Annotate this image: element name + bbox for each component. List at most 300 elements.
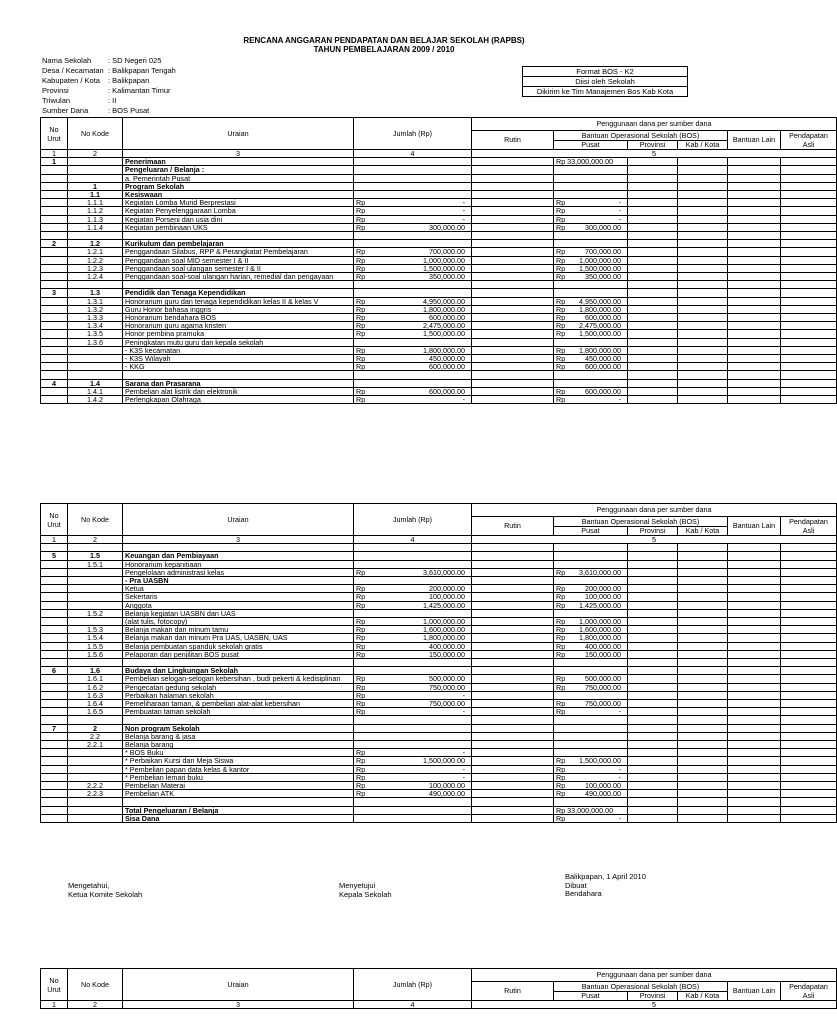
col-rutin: Rutin [472, 982, 554, 1001]
rutin-cell [472, 577, 554, 585]
currency-label: Rp [356, 313, 366, 323]
row-kode: 1.2.3 [68, 264, 123, 272]
amount-value: 500,000.00 [429, 674, 465, 684]
table-row [41, 798, 837, 806]
kab-kota-cell [678, 363, 728, 371]
amount-value: 750,000.00 [429, 699, 465, 709]
amount-cell [354, 568, 472, 576]
row-uraian: Penggandaan soal-soal ulangan harian, remedial dan pengayaan [123, 273, 354, 281]
col-no-kode: No Kode [68, 118, 123, 150]
pad-cell [781, 215, 837, 223]
row-kode: 1.5 [68, 552, 123, 560]
row-kode: 1.4.1 [68, 387, 123, 395]
rutin-cell [472, 223, 554, 231]
table-row [41, 396, 837, 404]
amount-cell [354, 634, 472, 642]
amount-value: 1,800,000.00 [579, 304, 621, 314]
currency-label: Rp [556, 567, 566, 577]
pad-cell [781, 174, 837, 182]
col-num: 3 [123, 536, 354, 544]
amount-cell [554, 650, 628, 658]
format-line: Dikirim ke Tim Manajemen Bos Kab Kota [523, 86, 687, 96]
row-uraian: Pemeliharaan taman, & pembelian alat-alat kebersihan [123, 700, 354, 708]
amount-cell [354, 700, 472, 708]
row-no-urut [41, 765, 68, 773]
rutin-cell [472, 667, 554, 675]
kab-kota-cell [678, 379, 728, 387]
rutin-cell [472, 691, 554, 699]
row-no-urut [41, 814, 68, 822]
row-uraian: Pengelolaan administrasi kelas [123, 568, 354, 576]
bantuan-lain-cell [728, 683, 781, 691]
amount-value: - [618, 772, 621, 782]
row-no-urut [41, 273, 68, 281]
amount-cell [354, 724, 472, 732]
row-no-urut [41, 191, 68, 199]
amount-value: 600,000.00 [429, 362, 465, 372]
currency-label: Rp [356, 682, 366, 692]
row-kode [68, 346, 123, 354]
kab-kota-cell [678, 346, 728, 354]
currency-label: Rp [356, 772, 366, 782]
provinsi-cell [628, 166, 678, 174]
row-uraian [123, 371, 354, 379]
currency-label: Rp [556, 649, 566, 659]
amount-value: 1,000,000.00 [579, 255, 621, 265]
currency-label: Rp [556, 354, 566, 364]
bantuan-lain-cell [728, 659, 781, 667]
provinsi-cell [628, 355, 678, 363]
bantuan-lain-cell [728, 322, 781, 330]
pad-cell [781, 281, 837, 289]
col-num: 4 [354, 536, 472, 544]
table-row [41, 371, 837, 379]
col-rutin: Rutin [472, 131, 554, 150]
kab-kota-cell [678, 716, 728, 724]
currency-label: Rp [356, 649, 366, 659]
pad-cell [781, 814, 837, 822]
bantuan-lain-cell [728, 741, 781, 749]
amount-cell [354, 601, 472, 609]
amount-value: - [618, 214, 621, 224]
bantuan-lain-cell [728, 191, 781, 199]
provinsi-cell [628, 773, 678, 781]
provinsi-cell [628, 732, 678, 740]
provinsi-cell [628, 544, 678, 552]
pad-cell [781, 790, 837, 798]
info-value: : Kalimantan Timur [108, 85, 171, 95]
info-value: : II [108, 95, 117, 105]
col-uraian: Uraian [123, 118, 354, 150]
amount-cell [354, 371, 472, 379]
header-row [41, 504, 837, 517]
amount-cell [354, 790, 472, 798]
kab-kota-cell [678, 618, 728, 626]
amount-cell [554, 798, 628, 806]
table-row [41, 675, 837, 683]
amount-value: 600,000.00 [429, 386, 465, 396]
kab-kota-cell [678, 544, 728, 552]
row-uraian: Sekertaris [123, 593, 354, 601]
amount-cell [554, 232, 628, 240]
sig-line: Dibuat [565, 880, 587, 890]
rutin-cell [472, 232, 554, 240]
rutin-cell [472, 207, 554, 215]
kab-kota-cell [678, 691, 728, 699]
row-uraian: Belanja barang [123, 741, 354, 749]
bantuan-lain-cell [728, 248, 781, 256]
row-kode: 1.2.4 [68, 273, 123, 281]
col-bos: Bantuan Operasional Sekolah (BOS) [554, 131, 728, 141]
pad-cell [781, 700, 837, 708]
row-no-urut [41, 256, 68, 264]
pad-cell [781, 782, 837, 790]
amount-cell [354, 716, 472, 724]
kab-kota-cell [678, 790, 728, 798]
amount-value: 1,800,000.00 [423, 304, 465, 314]
kab-kota-cell [678, 207, 728, 215]
col-kab-kota: Kab / Kota [678, 526, 728, 536]
table-row [41, 248, 837, 256]
amount-value: 1,600,000.00 [579, 625, 621, 635]
table-row [41, 708, 837, 716]
amount-value: 750,000.00 [585, 699, 621, 709]
row-uraian: Guru Honor bahasa inggris [123, 305, 354, 313]
kab-kota-cell [678, 806, 728, 814]
pad-cell [781, 560, 837, 568]
row-no-urut [41, 363, 68, 371]
currency-label: Rp [356, 214, 366, 224]
bantuan-lain-cell [728, 782, 781, 790]
bantuan-lain-cell [728, 814, 781, 822]
amount-value: - [462, 198, 465, 208]
col-no-kode: No Kode [68, 969, 123, 1001]
info-row [42, 56, 176, 66]
row-uraian: Total Pengeluaran / Belanja [123, 806, 354, 814]
amount-value: 1,000,000.00 [423, 255, 465, 265]
row-uraian: Honorarium kepanitiaan [123, 560, 354, 568]
row-uraian: Ketua [123, 585, 354, 593]
amount-cell [354, 387, 472, 395]
amount-cell [354, 798, 472, 806]
amount-value: 4,950,000.00 [423, 296, 465, 306]
provinsi-cell [628, 609, 678, 617]
kab-kota-cell [678, 577, 728, 585]
amount-value: 1,800,000.00 [423, 345, 465, 355]
provinsi-cell [628, 232, 678, 240]
provinsi-cell [628, 798, 678, 806]
rutin-cell [472, 601, 554, 609]
row-uraian: Belanja barang & jasa [123, 732, 354, 740]
bantuan-lain-cell [728, 297, 781, 305]
pad-cell [781, 191, 837, 199]
currency-label: Rp [356, 222, 366, 232]
bantuan-lain-cell [728, 700, 781, 708]
pad-cell [781, 182, 837, 190]
amount-cell [554, 174, 628, 182]
row-no-urut [41, 207, 68, 215]
currency-label: Rp [556, 592, 566, 602]
col-pusat: Pusat [554, 140, 628, 150]
provinsi-cell [628, 256, 678, 264]
rutin-cell [472, 618, 554, 626]
row-kode: 1.5.5 [68, 642, 123, 650]
row-no-urut [41, 322, 68, 330]
bantuan-lain-cell [728, 223, 781, 231]
col-num: 5 [472, 536, 837, 544]
amount-value: 100,000.00 [585, 781, 621, 791]
bantuan-lain-cell [728, 732, 781, 740]
pad-cell [781, 642, 837, 650]
amount-cell [554, 724, 628, 732]
info-label: Sumber Dana [42, 105, 89, 115]
currency-label: Rp [356, 617, 366, 627]
pad-cell [781, 757, 837, 765]
pad-cell [781, 683, 837, 691]
rutin-cell [472, 741, 554, 749]
currency-label: Rp [556, 198, 566, 208]
currency-label: Rp [356, 789, 366, 799]
currency-label: Rp [556, 584, 566, 594]
provinsi-cell [628, 716, 678, 724]
bantuan-lain-cell [728, 708, 781, 716]
bantuan-lain-cell [728, 749, 781, 757]
row-uraian: Pembelian Materai [123, 782, 354, 790]
row-no-urut [41, 790, 68, 798]
col-jumlah: Jumlah (Rp) [354, 504, 472, 536]
rutin-cell [472, 749, 554, 757]
row-kode: 1.4.2 [68, 396, 123, 404]
col-no-urut: No Urut [41, 504, 68, 536]
provinsi-cell [628, 806, 678, 814]
amount-value: 750,000.00 [585, 682, 621, 692]
amount-value: 700,000.00 [585, 247, 621, 257]
table-row [41, 634, 837, 642]
amount-cell [354, 593, 472, 601]
rutin-cell [472, 182, 554, 190]
bantuan-lain-cell [728, 379, 781, 387]
amount-cell [554, 814, 628, 822]
row-no-urut: 7 [41, 724, 68, 732]
provinsi-cell [628, 691, 678, 699]
bantuan-lain-cell [728, 634, 781, 642]
col-bos: Bantuan Operasional Sekolah (BOS) [554, 517, 728, 527]
provinsi-cell [628, 338, 678, 346]
header-row [41, 118, 837, 131]
row-uraian: Pengeluaran / Belanja : [123, 166, 354, 174]
rutin-cell [472, 724, 554, 732]
row-uraian: Honorarium guru dan tenaga kependidikan kelas II & kelas V [123, 297, 354, 305]
rapbs-table-page3 [40, 968, 837, 1009]
pad-cell [781, 601, 837, 609]
row-no-urut [41, 314, 68, 322]
currency-label: Rp [356, 633, 366, 643]
kab-kota-cell [678, 642, 728, 650]
row-no-urut [41, 199, 68, 207]
amount-value: 1,600,000.00 [423, 625, 465, 635]
format-line: Diisi oleh Sekolah [523, 76, 687, 86]
row-kode: 1.1.2 [68, 207, 123, 215]
amount-value: 500,000.00 [585, 674, 621, 684]
pad-cell [781, 634, 837, 642]
row-no-urut [41, 683, 68, 691]
currency-label: Rp [356, 304, 366, 314]
row-uraian: Pembelian selogan-selogan kebersihan , budi pekerti & kedisiplinan [123, 675, 354, 683]
school-info [42, 56, 176, 115]
bantuan-lain-cell [728, 560, 781, 568]
amount-cell [354, 223, 472, 231]
provinsi-cell [628, 634, 678, 642]
provinsi-cell [628, 281, 678, 289]
row-kode: 1.3.3 [68, 314, 123, 322]
row-no-urut [41, 708, 68, 716]
pad-cell [781, 396, 837, 404]
table-row [41, 207, 837, 215]
row-kode: 1.4 [68, 379, 123, 387]
kab-kota-cell [678, 683, 728, 691]
amount-value: 350,000.00 [429, 272, 465, 282]
row-uraian: Penggandaan soal ulangan semester I & II [123, 264, 354, 272]
row-no-urut [41, 634, 68, 642]
amount-value: 100,000.00 [429, 592, 465, 602]
row-no-urut [41, 568, 68, 576]
currency-label: Rp [356, 764, 366, 774]
kab-kota-cell [678, 182, 728, 190]
provinsi-cell [628, 741, 678, 749]
provinsi-cell [628, 683, 678, 691]
provinsi-cell [628, 724, 678, 732]
currency-label: Rp [556, 272, 566, 282]
pad-cell [781, 297, 837, 305]
pad-cell [781, 691, 837, 699]
rutin-cell [472, 305, 554, 313]
row-no-urut [41, 757, 68, 765]
amount-value: 350,000.00 [585, 272, 621, 282]
row-uraian: Kegiatan Penyelenggaraan Lomba [123, 207, 354, 215]
row-kode [68, 158, 123, 166]
amount-value: 750,000.00 [429, 682, 465, 692]
row-kode: 1.3 [68, 289, 123, 297]
bantuan-lain-cell [728, 593, 781, 601]
kab-kota-cell [678, 741, 728, 749]
bantuan-lain-cell [728, 650, 781, 658]
rutin-cell [472, 273, 554, 281]
bantuan-lain-cell [728, 338, 781, 346]
col-penggunaan: Penggunaan dana per sumber dana [472, 118, 837, 131]
bantuan-lain-cell [728, 667, 781, 675]
rutin-cell [472, 634, 554, 642]
rutin-cell [472, 650, 554, 658]
provinsi-cell [628, 182, 678, 190]
sig-line: Bendahara [565, 889, 602, 898]
row-kode: 1.3.5 [68, 330, 123, 338]
table-row [41, 650, 837, 658]
rutin-cell [472, 798, 554, 806]
currency-label: Rp [356, 707, 366, 717]
row-uraian: Kegiatan Porseni dan usia dini [123, 215, 354, 223]
row-uraian: * Pembelian lemari buku [123, 773, 354, 781]
bantuan-lain-cell [728, 199, 781, 207]
provinsi-cell [628, 650, 678, 658]
amount-value: 1,500,000.00 [423, 329, 465, 339]
row-uraian [123, 716, 354, 724]
kab-kota-cell [678, 215, 728, 223]
row-uraian: Pengecatan gedung sekolah [123, 683, 354, 691]
amount-value: 150,000.00 [429, 649, 465, 659]
pad-cell [781, 355, 837, 363]
col-num: 5 [472, 1001, 837, 1009]
currency-label: Rp [556, 345, 566, 355]
pad-cell [781, 544, 837, 552]
currency-label: Rp [556, 707, 566, 717]
amount-value: 300,000.00 [429, 222, 465, 232]
rutin-cell [472, 264, 554, 272]
table-row [41, 806, 837, 814]
row-uraian: * Perbaikan Kursi dan Meja Siswa [123, 757, 354, 765]
col-kab-kota: Kab / Kota [678, 991, 728, 1001]
row-kode: 1.5.1 [68, 560, 123, 568]
amount-value: 200,000.00 [429, 584, 465, 594]
bantuan-lain-cell [728, 609, 781, 617]
amount-cell [354, 191, 472, 199]
pad-cell [781, 568, 837, 576]
kab-kota-cell [678, 568, 728, 576]
kab-kota-cell [678, 601, 728, 609]
table-row [41, 552, 837, 560]
kab-kota-cell [678, 264, 728, 272]
amount-cell [554, 593, 628, 601]
currency-label: Rp [356, 699, 366, 709]
pad-cell [781, 724, 837, 732]
kab-kota-cell [678, 248, 728, 256]
row-kode: 1.3.6 [68, 338, 123, 346]
bantuan-lain-cell [728, 256, 781, 264]
bantuan-lain-cell [728, 158, 781, 166]
row-uraian: Penggandaan soal MID semester I & II [123, 256, 354, 264]
kab-kota-cell [678, 297, 728, 305]
currency-label: Rp [356, 272, 366, 282]
row-uraian: Penggandaan Silabus, RPP & Perangkatat Pembelajaran [123, 248, 354, 256]
rutin-cell [472, 560, 554, 568]
rutin-cell [472, 371, 554, 379]
table-row [41, 289, 837, 297]
provinsi-cell [628, 585, 678, 593]
currency-label: Rp [356, 584, 366, 594]
pad-cell [781, 585, 837, 593]
row-uraian: Kegiatan pembinaan UKS [123, 223, 354, 231]
col-pad: Pendapatan Asli [781, 517, 837, 536]
kab-kota-cell [678, 322, 728, 330]
kab-kota-cell [678, 396, 728, 404]
bantuan-lain-cell [728, 396, 781, 404]
amount-cell [354, 281, 472, 289]
currency-label: Rp [556, 222, 566, 232]
bantuan-lain-cell [728, 346, 781, 354]
row-no-urut [41, 732, 68, 740]
row-uraian: Sisa Dana [123, 814, 354, 822]
currency-label: Rp [556, 329, 566, 339]
currency-label: Rp [556, 617, 566, 627]
kab-kota-cell [678, 199, 728, 207]
row-no-urut: 2 [41, 240, 68, 248]
kab-kota-cell [678, 732, 728, 740]
info-value: : Balikpapan [108, 75, 150, 85]
col-jumlah: Jumlah (Rp) [354, 118, 472, 150]
amount-value: 600,000.00 [585, 386, 621, 396]
kab-kota-cell [678, 708, 728, 716]
amount-cell [554, 371, 628, 379]
amount-value: 150,000.00 [585, 649, 621, 659]
